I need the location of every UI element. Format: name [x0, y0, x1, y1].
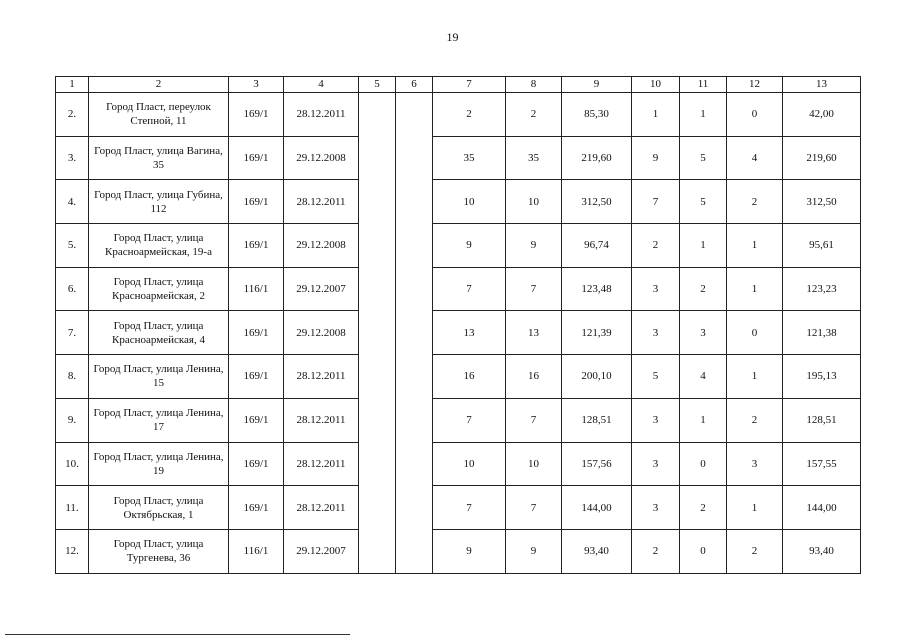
table-cell-col-10: 3	[632, 398, 680, 442]
table-cell-col-11: 1	[680, 93, 727, 137]
table-cell-col-1: 8.	[56, 355, 89, 399]
table-cell-col-2: Город Пласт, переулок Степной, 11	[89, 93, 229, 137]
table-cell-col-9: 219,60	[562, 136, 632, 180]
table-cell-col-8: 2	[506, 93, 562, 137]
table-row	[56, 486, 861, 530]
table-cell-col-13: 219,60	[783, 136, 861, 180]
table-cell-col-12: 1	[727, 224, 783, 268]
table-cell-col-4: 28.12.2011	[284, 355, 359, 399]
table-cell-col-6	[396, 355, 433, 399]
table-cell-col-10: 9	[632, 136, 680, 180]
column-header-10: 10	[632, 77, 680, 93]
table-cell-col-2: Город Пласт, улица Губина, 112	[89, 180, 229, 224]
column-header-11: 11	[680, 77, 727, 93]
table-cell-col-12: 1	[727, 486, 783, 530]
table-cell-col-13: 128,51	[783, 398, 861, 442]
table-cell-col-7: 35	[433, 136, 506, 180]
table-cell-col-7: 10	[433, 442, 506, 486]
table-row	[56, 311, 861, 355]
column-header-1: 1	[56, 77, 89, 93]
table-row	[56, 442, 861, 486]
column-header-4: 4	[284, 77, 359, 93]
table-cell-col-11: 0	[680, 442, 727, 486]
data-table	[55, 76, 861, 574]
column-header-9: 9	[562, 77, 632, 93]
table-cell-col-10: 3	[632, 267, 680, 311]
table-cell-col-13: 95,61	[783, 224, 861, 268]
table-cell-col-3: 169/1	[229, 180, 284, 224]
table-row	[56, 355, 861, 399]
table-cell-col-1: 9.	[56, 398, 89, 442]
table-cell-col-8: 35	[506, 136, 562, 180]
table-cell-col-6	[396, 180, 433, 224]
table-cell-col-12: 3	[727, 442, 783, 486]
table-cell-col-9: 312,50	[562, 180, 632, 224]
table-cell-col-3: 116/1	[229, 529, 284, 573]
table-cell-col-13: 312,50	[783, 180, 861, 224]
table-cell-col-6	[396, 529, 433, 573]
table-cell-col-6	[396, 486, 433, 530]
column-header-2: 2	[89, 77, 229, 93]
table-cell-col-7: 7	[433, 267, 506, 311]
table-cell-col-13: 121,38	[783, 311, 861, 355]
table-cell-col-2: Город Пласт, улица Красноармейская, 2	[89, 267, 229, 311]
column-header-13: 13	[783, 77, 861, 93]
table-cell-col-5	[359, 311, 396, 355]
table-cell-col-11: 2	[680, 486, 727, 530]
table-cell-col-8: 9	[506, 224, 562, 268]
table-cell-col-7: 16	[433, 355, 506, 399]
table-cell-col-9: 123,48	[562, 267, 632, 311]
table-row	[56, 93, 861, 137]
table-cell-col-11: 3	[680, 311, 727, 355]
table-cell-col-11: 4	[680, 355, 727, 399]
footnote-separator	[5, 634, 350, 635]
table-cell-col-12: 0	[727, 311, 783, 355]
table-cell-col-1: 4.	[56, 180, 89, 224]
table-cell-col-11: 5	[680, 180, 727, 224]
table-cell-col-2: Город Пласт, улица Ленина, 19	[89, 442, 229, 486]
table-cell-col-5	[359, 180, 396, 224]
table-cell-col-8: 10	[506, 180, 562, 224]
table-row	[56, 224, 861, 268]
table-cell-col-6	[396, 442, 433, 486]
table-cell-col-1: 6.	[56, 267, 89, 311]
table-cell-col-12: 2	[727, 398, 783, 442]
table-header-row	[56, 77, 861, 93]
table-cell-col-6	[396, 93, 433, 137]
table-cell-col-5	[359, 529, 396, 573]
table-cell-col-7: 9	[433, 224, 506, 268]
table-cell-col-11: 1	[680, 398, 727, 442]
table-cell-col-4: 29.12.2008	[284, 136, 359, 180]
table-cell-col-6	[396, 311, 433, 355]
table-cell-col-11: 2	[680, 267, 727, 311]
table-cell-col-2: Город Пласт, улица Красноармейская, 19-а	[89, 224, 229, 268]
table-cell-col-2: Город Пласт, улица Октябрьская, 1	[89, 486, 229, 530]
table-cell-col-11: 5	[680, 136, 727, 180]
table-cell-col-7: 9	[433, 529, 506, 573]
table-cell-col-10: 2	[632, 224, 680, 268]
table-cell-col-8: 7	[506, 267, 562, 311]
page-number: 19	[446, 30, 459, 44]
column-header-3: 3	[229, 77, 284, 93]
table-cell-col-1: 2.	[56, 93, 89, 137]
table-row	[56, 180, 861, 224]
table-row	[56, 136, 861, 180]
table-cell-col-11: 1	[680, 224, 727, 268]
table-cell-col-3: 169/1	[229, 224, 284, 268]
table-cell-col-4: 28.12.2011	[284, 398, 359, 442]
table-row	[56, 267, 861, 311]
table-cell-col-7: 10	[433, 180, 506, 224]
table-cell-col-3: 169/1	[229, 486, 284, 530]
table-cell-col-3: 169/1	[229, 93, 284, 137]
table-cell-col-4: 29.12.2008	[284, 311, 359, 355]
table-cell-col-10: 3	[632, 442, 680, 486]
table-cell-col-12: 2	[727, 529, 783, 573]
table-cell-col-5	[359, 93, 396, 137]
table-cell-col-8: 10	[506, 442, 562, 486]
column-header-7: 7	[433, 77, 506, 93]
table-cell-col-13: 93,40	[783, 529, 861, 573]
table-cell-col-9: 200,10	[562, 355, 632, 399]
table-cell-col-2: Город Пласт, улица Вагина, 35	[89, 136, 229, 180]
table-cell-col-13: 144,00	[783, 486, 861, 530]
table-row	[56, 398, 861, 442]
column-header-8: 8	[506, 77, 562, 93]
table-cell-col-1: 12.	[56, 529, 89, 573]
table-cell-col-7: 13	[433, 311, 506, 355]
table-cell-col-6	[396, 136, 433, 180]
table-cell-col-3: 169/1	[229, 311, 284, 355]
table-cell-col-1: 11.	[56, 486, 89, 530]
table-cell-col-12: 1	[727, 267, 783, 311]
table-cell-col-10: 3	[632, 486, 680, 530]
table-cell-col-7: 7	[433, 398, 506, 442]
table-cell-col-4: 29.12.2008	[284, 224, 359, 268]
table-cell-col-10: 1	[632, 93, 680, 137]
table-cell-col-9: 144,00	[562, 486, 632, 530]
table-cell-col-10: 3	[632, 311, 680, 355]
table-cell-col-1: 3.	[56, 136, 89, 180]
table-cell-col-13: 157,55	[783, 442, 861, 486]
table-cell-col-3: 116/1	[229, 267, 284, 311]
table-cell-col-6	[396, 224, 433, 268]
table-cell-col-4: 28.12.2011	[284, 442, 359, 486]
table-cell-col-9: 85,30	[562, 93, 632, 137]
table-cell-col-13: 195,13	[783, 355, 861, 399]
table-cell-col-9: 157,56	[562, 442, 632, 486]
table-cell-col-8: 7	[506, 486, 562, 530]
table-cell-col-12: 2	[727, 180, 783, 224]
table-cell-col-5	[359, 224, 396, 268]
table-cell-col-13: 42,00	[783, 93, 861, 137]
column-header-6: 6	[396, 77, 433, 93]
table-cell-col-10: 7	[632, 180, 680, 224]
table-cell-col-6	[396, 267, 433, 311]
table-cell-col-12: 4	[727, 136, 783, 180]
table-cell-col-1: 7.	[56, 311, 89, 355]
table-cell-col-5	[359, 355, 396, 399]
table-cell-col-3: 169/1	[229, 442, 284, 486]
table-cell-col-6	[396, 398, 433, 442]
table-body	[56, 93, 861, 574]
table-cell-col-12: 0	[727, 93, 783, 137]
table-cell-col-7: 7	[433, 486, 506, 530]
table-cell-col-8: 7	[506, 398, 562, 442]
table-cell-col-8: 9	[506, 529, 562, 573]
table-cell-col-4: 29.12.2007	[284, 529, 359, 573]
table-cell-col-3: 169/1	[229, 398, 284, 442]
table-cell-col-9: 128,51	[562, 398, 632, 442]
table-cell-col-13: 123,23	[783, 267, 861, 311]
table-cell-col-1: 10.	[56, 442, 89, 486]
table-cell-col-5	[359, 442, 396, 486]
table-cell-col-4: 28.12.2011	[284, 180, 359, 224]
table-cell-col-8: 13	[506, 311, 562, 355]
table-cell-col-4: 28.12.2011	[284, 486, 359, 530]
column-header-12: 12	[727, 77, 783, 93]
table-cell-col-10: 2	[632, 529, 680, 573]
table-cell-col-11: 0	[680, 529, 727, 573]
table-cell-col-10: 5	[632, 355, 680, 399]
table-cell-col-2: Город Пласт, улица Ленина, 17	[89, 398, 229, 442]
table-cell-col-2: Город Пласт, улица Тургенева, 36	[89, 529, 229, 573]
table-cell-col-12: 1	[727, 355, 783, 399]
table-cell-col-3: 169/1	[229, 136, 284, 180]
table-cell-col-4: 29.12.2007	[284, 267, 359, 311]
table-cell-col-9: 121,39	[562, 311, 632, 355]
table-cell-col-5	[359, 267, 396, 311]
table-cell-col-5	[359, 486, 396, 530]
column-header-5: 5	[359, 77, 396, 93]
table-cell-col-9: 93,40	[562, 529, 632, 573]
table-cell-col-4: 28.12.2011	[284, 93, 359, 137]
table-cell-col-7: 2	[433, 93, 506, 137]
table-cell-col-5	[359, 398, 396, 442]
table-cell-col-9: 96,74	[562, 224, 632, 268]
table-cell-col-5	[359, 136, 396, 180]
table-cell-col-2: Город Пласт, улица Ленина, 15	[89, 355, 229, 399]
table-cell-col-2: Город Пласт, улица Красноармейская, 4	[89, 311, 229, 355]
table-row	[56, 529, 861, 573]
table-cell-col-8: 16	[506, 355, 562, 399]
table-cell-col-1: 5.	[56, 224, 89, 268]
table-cell-col-3: 169/1	[229, 355, 284, 399]
